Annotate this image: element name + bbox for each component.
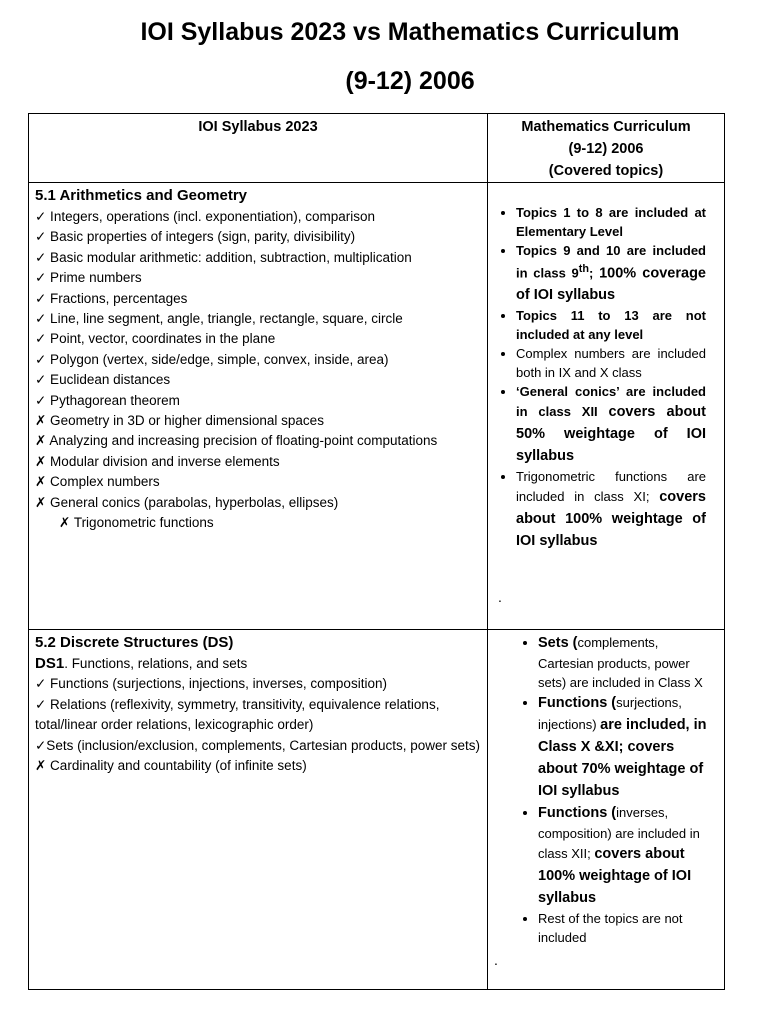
section1-item: ✓ Point, vector, coordinates in the plane [35, 331, 276, 347]
list-item: • Rest of the topics are not included [538, 909, 716, 947]
section1-right-cell [488, 183, 725, 630]
section1-left-cell [29, 183, 488, 630]
list-item: • Functions (surjections, injections) are included, in Class X &XI; covers about 70% weightage of IOI syllabus [538, 692, 716, 802]
section1-item: ✓ Fractions, percentages [35, 290, 188, 306]
section1-item: ✓ Line, line segment, angle, triangle, rectangle, square, circle [35, 311, 403, 327]
section1-item: ✓ Basic modular arithmetic: addition, subtraction, multiplication [35, 249, 412, 265]
list-item: • Topics 11 to 13 are not included at any level [516, 306, 706, 344]
header-right-line2: (9-12) 2006 [568, 141, 644, 157]
section1-item: ✓ Basic properties of integers (sign, parity, divisibility) [35, 229, 356, 245]
comparison-table [28, 113, 725, 990]
section1-item: ✗ Geometry in 3D or higher dimensional spaces [35, 413, 324, 429]
section2-coverage-list [516, 632, 716, 947]
header-right-line1: Mathematics Curriculum [521, 119, 691, 135]
header-left-cell [29, 114, 488, 183]
section2-left-cell [29, 630, 488, 990]
section1-title: 5.1 Arithmetics and Geometry [35, 187, 248, 204]
trailing-dot: . [498, 589, 502, 606]
section2-right-cell [488, 630, 725, 990]
ds1-heading: DS1. Functions, relations, and sets [35, 655, 248, 672]
section2-item: ✓ Functions (surjections, injections, inverses, composition) [35, 676, 387, 692]
section1-item: ✗ General conics (parabolas, hyperbolas, ellipses) [35, 494, 339, 510]
list-item: • Complex numbers are included both in IX and X class [516, 344, 706, 382]
list-item: • Topics 9 and 10 are included in class 9th; 100% coverage of IOI syllabus [516, 241, 706, 306]
list-item: • Sets (complements, Cartesian products, power sets) are included in Class X [538, 632, 716, 692]
header-left: IOI Syllabus 2023 [198, 119, 318, 135]
section1-item: ✓ Polygon (vertex, side/edge, simple, convex, inside, area) [35, 351, 389, 367]
section2-item: ✓ Relations (reflexivity, symmetry, transitivity, equivalence relations, total/linear order relations, lexicographic order) [35, 696, 440, 733]
section1-coverage-list [494, 203, 706, 552]
document-title-line1: IOI Syllabus 2023 vs Mathematics Curriculum [140, 18, 680, 46]
trailing-dot: . [494, 952, 498, 968]
header-right-cell [488, 114, 725, 183]
section1-item: ✓ Integers, operations (incl. exponentiation), comparison [35, 209, 375, 224]
section1-item: ✓ Pythagorean theorem [35, 392, 180, 408]
section1-item: ✓ Prime numbers [35, 270, 142, 286]
section2-item: ✓Sets (inclusion/exclusion, complements, Cartesian products, power sets) [35, 737, 480, 753]
list-item: • ‘General conics’ are included in class XII covers about 50% weightage of IOI syllabus [516, 382, 706, 467]
list-item: • Topics 1 to 8 are included at Elementary Level [516, 203, 706, 241]
section1-item: ✗ Modular division and inverse elements [35, 453, 280, 469]
section2-title: 5.2 Discrete Structures (DS) [35, 634, 234, 651]
section1-item-indented: ✗ Trigonometric functions [59, 515, 214, 531]
section1-item: ✗ Analyzing and increasing precision of floating-point computations [35, 433, 438, 449]
list-item: • Trigonometric functions are included in class XI; covers about 100% weightage of IOI syllabus [516, 467, 706, 552]
section1-item: ✗ Complex numbers [35, 474, 160, 490]
list-item: • Functions (inverses, composition) are included in class XII; covers about 100% weightage of IOI syllabus [538, 802, 716, 909]
section2-item: ✗ Cardinality and countability (of infinite sets) [35, 758, 307, 774]
header-right-line3: (Covered topics) [548, 163, 664, 179]
section1-item: ✓ Euclidean distances [35, 372, 171, 388]
document-title-line2: (9-12) 2006 [345, 67, 475, 95]
